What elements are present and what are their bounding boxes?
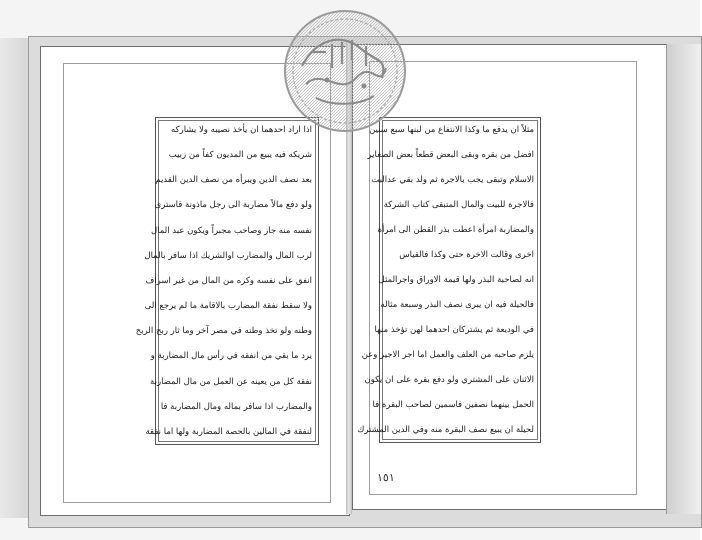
- text-line: ولا سقط نفقة المضارب بالاقامة ما لم يرجع الى: [144, 301, 312, 312]
- ownership-seal-stamp: [282, 8, 408, 134]
- text-line: فالاجرة للبيت والمال المتبقى كتاب الشركة: [383, 200, 534, 210]
- page-edges: [666, 44, 701, 514]
- text-line: لنفقة في المالين بالحصة المضاربة ولها اما نفقة: [145, 426, 312, 437]
- text-line: افضل من بقره وبقى البعض قطعاً بعض الصغاير: [367, 150, 534, 160]
- left-text-block: [135, 117, 319, 445]
- text-line: يلزم صاحبه من العلف والعمل اما اجر الاجير وعن: [361, 350, 534, 360]
- text-line: اخرى وقالت الاخرة حتى وكذا فالقياس: [399, 250, 534, 260]
- text-line: بعد نصف الدين ويبرأه من نصف الدين القديم: [155, 175, 312, 186]
- page-number: ١٥١: [377, 471, 395, 484]
- left-text-lines: [135, 124, 312, 438]
- text-line: يرد ما بقي من انفقه في رأس مال المضاربة و: [150, 351, 312, 362]
- right-text-block: [357, 117, 541, 443]
- text-line: لحيلة ان يبيع نصف البقرة منه وفي الدين المشترك: [357, 425, 534, 435]
- text-line: شريكه فيه يبيع من المديون كفاً من زبيب: [168, 150, 312, 161]
- text-line: وطنه ولو تخذ وطنه في مصر آخر وما ثار ربح الربح: [135, 326, 312, 337]
- text-line: انه لصاحبة البذر ولها قيمة الاوراق واجرالمثل: [378, 275, 534, 285]
- text-line: والمضاربة امرأة اعطت بذر القطن الى امرأة: [377, 225, 534, 235]
- text-line: الاثنان على المشتري ولو دفع بقرة على ان يكون: [364, 375, 534, 385]
- text-line: في الوديعة ثم يشتركان احدهما لهن تؤخذ منها: [374, 325, 534, 335]
- text-line: نفسه منه جاز وصاحب مجبراً ويكون عبد المال: [150, 225, 312, 236]
- text-line: لرب المال والمضارب اوالشريك اذا سافر بالمال: [144, 250, 312, 261]
- text-line: فالحيلة فيه ان يبرى نصف البذر وسبعة مثاله: [380, 300, 534, 310]
- right-text-lines: [357, 124, 534, 436]
- text-line: ولو دفع مالاً مضاربة الى رجل ماذونة قاسترى: [154, 200, 312, 211]
- text-line: انفق على نفسه وكره من المال من غير اسراف: [145, 275, 312, 286]
- text-line: مثلاً ان يدفع ما وكذا الانتفاع من لبنها سبع سنين: [369, 125, 534, 135]
- text-line: نفقة كل من يعينه عن العمل من مال المضاربة: [150, 376, 312, 387]
- text-line: اذا اراد احدهما ان يأخذ نصيبه ولا يشاركه: [171, 125, 312, 135]
- text-line: الحمل بينهما نصفين فاسمين لصاحب البقرة فا: [372, 400, 534, 410]
- text-line: الاسلام وتبقى يجب بالاجرة ثم ولد بقي عدالبت: [371, 175, 534, 185]
- text-line: والمضارب اذا سافر بماله ومال المضاربة فا: [160, 401, 312, 412]
